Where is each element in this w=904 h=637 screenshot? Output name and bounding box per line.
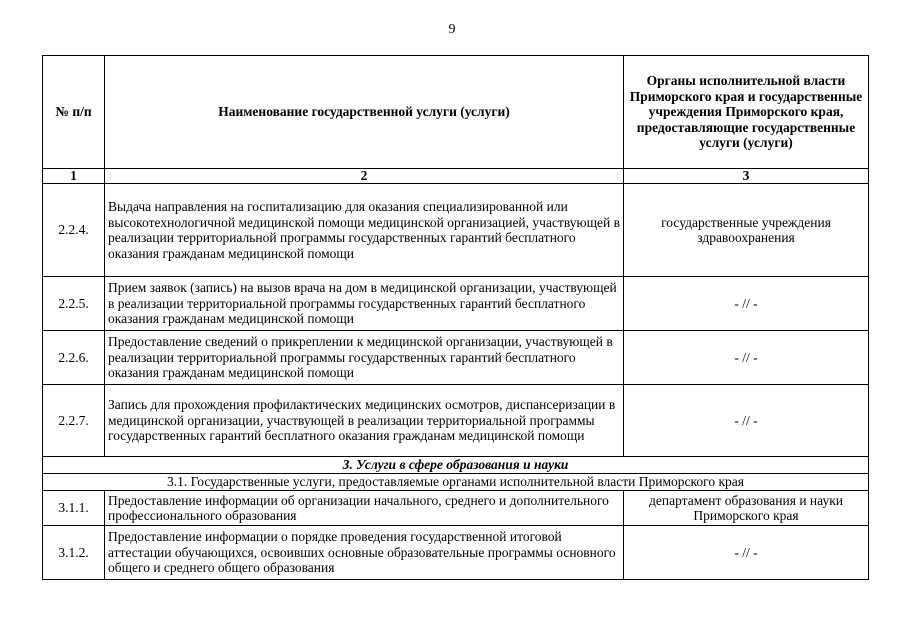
row-number: 2.2.6. <box>43 331 105 385</box>
table-row <box>43 331 869 385</box>
service-authority: - // - <box>624 385 869 457</box>
service-name: Предоставление сведений о прикреплении к медицинской организации, участвующей в реализации территориальной программы государственных гарантий бесплатного оказания гражданам медицинской помощи <box>105 331 624 385</box>
table-row <box>43 526 869 580</box>
service-authority: - // - <box>624 331 869 385</box>
table-row <box>43 491 869 526</box>
page-number: 9 <box>448 22 456 37</box>
service-name: Прием заявок (запись) на вызов врача на дом в медицинской организации, участвующей в реализации территориальной программы государственных гарантий бесплатного оказания гражданам медицинской помощи <box>105 277 624 331</box>
table-row <box>43 385 869 457</box>
header-row <box>43 56 869 169</box>
column-number-row <box>43 169 869 184</box>
column-number-1: 1 <box>43 169 105 184</box>
column-number-3: 3 <box>624 169 869 184</box>
section-heading: 3. Услуги в сфере образования и науки <box>43 457 869 474</box>
service-authority: - // - <box>624 277 869 331</box>
row-number: 2.2.7. <box>43 385 105 457</box>
service-name: Выдача направления на госпитализацию для оказания специализированной или высокотехнологичной медицинской помощи медицинской организацией, участвующей в реализации территориальной программы государственных гарантий бесплатного оказания гражданам медицинской помощи <box>105 184 624 277</box>
header-number: № п/п <box>43 56 105 169</box>
service-authority: государственные учреждения здравоохранения <box>624 184 869 277</box>
service-authority: - // - <box>624 526 869 580</box>
column-number-2: 2 <box>105 169 624 184</box>
services-table <box>42 55 869 580</box>
row-number: 2.2.4. <box>43 184 105 277</box>
row-number: 2.2.5. <box>43 277 105 331</box>
service-authority: департамент образования и науки Приморского края <box>624 491 869 526</box>
section-heading-row <box>43 457 869 474</box>
header-service-name: Наименование государственной услуги (услуги) <box>105 56 624 169</box>
row-number: 3.1.1. <box>43 491 105 526</box>
subsection-heading-row <box>43 474 869 491</box>
table-row <box>43 184 869 277</box>
table-row <box>43 277 869 331</box>
row-number: 3.1.2. <box>43 526 105 580</box>
service-name: Запись для прохождения профилактических медицинских осмотров, диспансеризации в медицинской организации, участвующей в реализации территориальной программы государственных гарантий бесплатного оказания гражданам медицинской помощи <box>105 385 624 457</box>
service-name: Предоставление информации об организации начального, среднего и дополнительного профессионального образования <box>105 491 624 526</box>
service-name: Предоставление информации о порядке проведения государственной итоговой аттестации обучающихся, освоивших основные образовательные программы основного общего и среднего общего образования <box>105 526 624 580</box>
subsection-heading: 3.1. Государственные услуги, предоставляемые органами исполнительной власти Приморского края <box>43 474 869 491</box>
header-authority: Органы исполнительной власти Приморского края и государственные учреждения Приморского края, предоставляющие государственные услуги (услуги) <box>624 56 869 169</box>
